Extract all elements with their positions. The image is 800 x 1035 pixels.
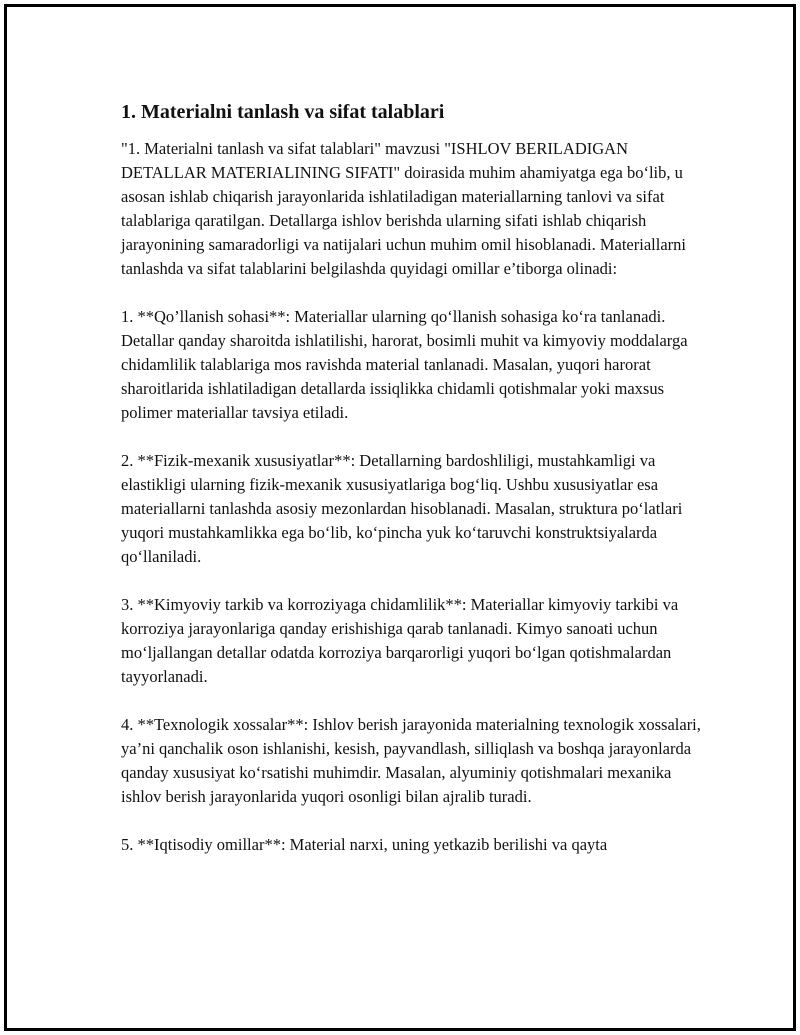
document-content [121,99,701,881]
paragraph-chemical-corrosion: 3. **Kimyoviy tarkib va korroziyaga chidamlilik**: Materiallar kimyoviy tarkibi va korroziya jarayonlariga qanday erishishiga qarab tanlanadi. Kimyo sanoati uchun mo‘ljallangan detallar odatda korroziya barqarorligi yuqori bo‘lgan qotishmalardan tayyorlanadi. [121,595,679,686]
document-page [4,4,796,1031]
intro-paragraph: "1. Materialni tanlash va sifat talablari" mavzusi "ISHLOV BERILADIGAN DETALLAR MATERIALINING SIFATI" doirasida muhim ahamiyatga ega bo‘lib, u asosan ishlab chiqarish jarayonlarida ishlatiladigan materiallarning tanlovi va sifat talablariga qaratilgan. Detallarga ishlov berishda ularning sifati ishlab chiqarish jarayonining samaradorligi va natijalari uchun muhim omil hisoblanadi. Materiallarni tanlashda va sifat talablarini belgilashda quyidagi omillar e’tiborga olinadi: [121,139,686,278]
paragraph-application-area: 1. **Qo’llanish sohasi**: Materiallar ularning qo‘llanish sohasiga ko‘ra tanlanadi. Detallar qanday sharoitda ishlatilishi, harorat, bosimli muhit va kimyoviy moddalarga chidamlilik talablariga mos ravishda material tanlanadi. Masalan, yuqori harorat sharoitlarida ishlatiladigan detallarda issiqlikka chidamli qotishmalar yoki maxsus polimer materiallar tavsiya etiladi. [121,307,688,422]
section-heading: 1. Materialni tanlash va sifat talablari [121,101,445,123]
paragraph-physical-mechanical: 2. **Fizik-mexanik xususiyatlar**: Detallarning bardoshliligi, mustahkamligi va elastikligi ularning fizik-mexanik xususiyatlariga bog‘liq. Ushbu xususiyatlar esa materiallarni tanlashda asosiy mezonlardan hisoblanadi. Masalan, struktura po‘latlari yuqori mustahkamlikka ega bo‘lib, ko‘pincha yuk ko‘taruvchi konstruktsiyalarda qo‘llaniladi. [121,451,683,566]
paragraph-technological: 4. **Texnologik xossalar**: Ishlov berish jarayonida materialning texnologik xossalari, ya’ni qanchalik oson ishlanishi, kesish, payvandlash, silliqlash va boshqa jarayonlarda qanday xususiyat ko‘rsatishi muhimdir. Masalan, alyuminiy qotishmalari mexanika ishlov berish jarayonlarida yuqori osonligi bilan ajralib turadi. [121,715,701,806]
paragraph-economic: 5. **Iqtisodiy omillar**: Material narxi, uning yetkazib berilishi va qayta [121,835,608,854]
